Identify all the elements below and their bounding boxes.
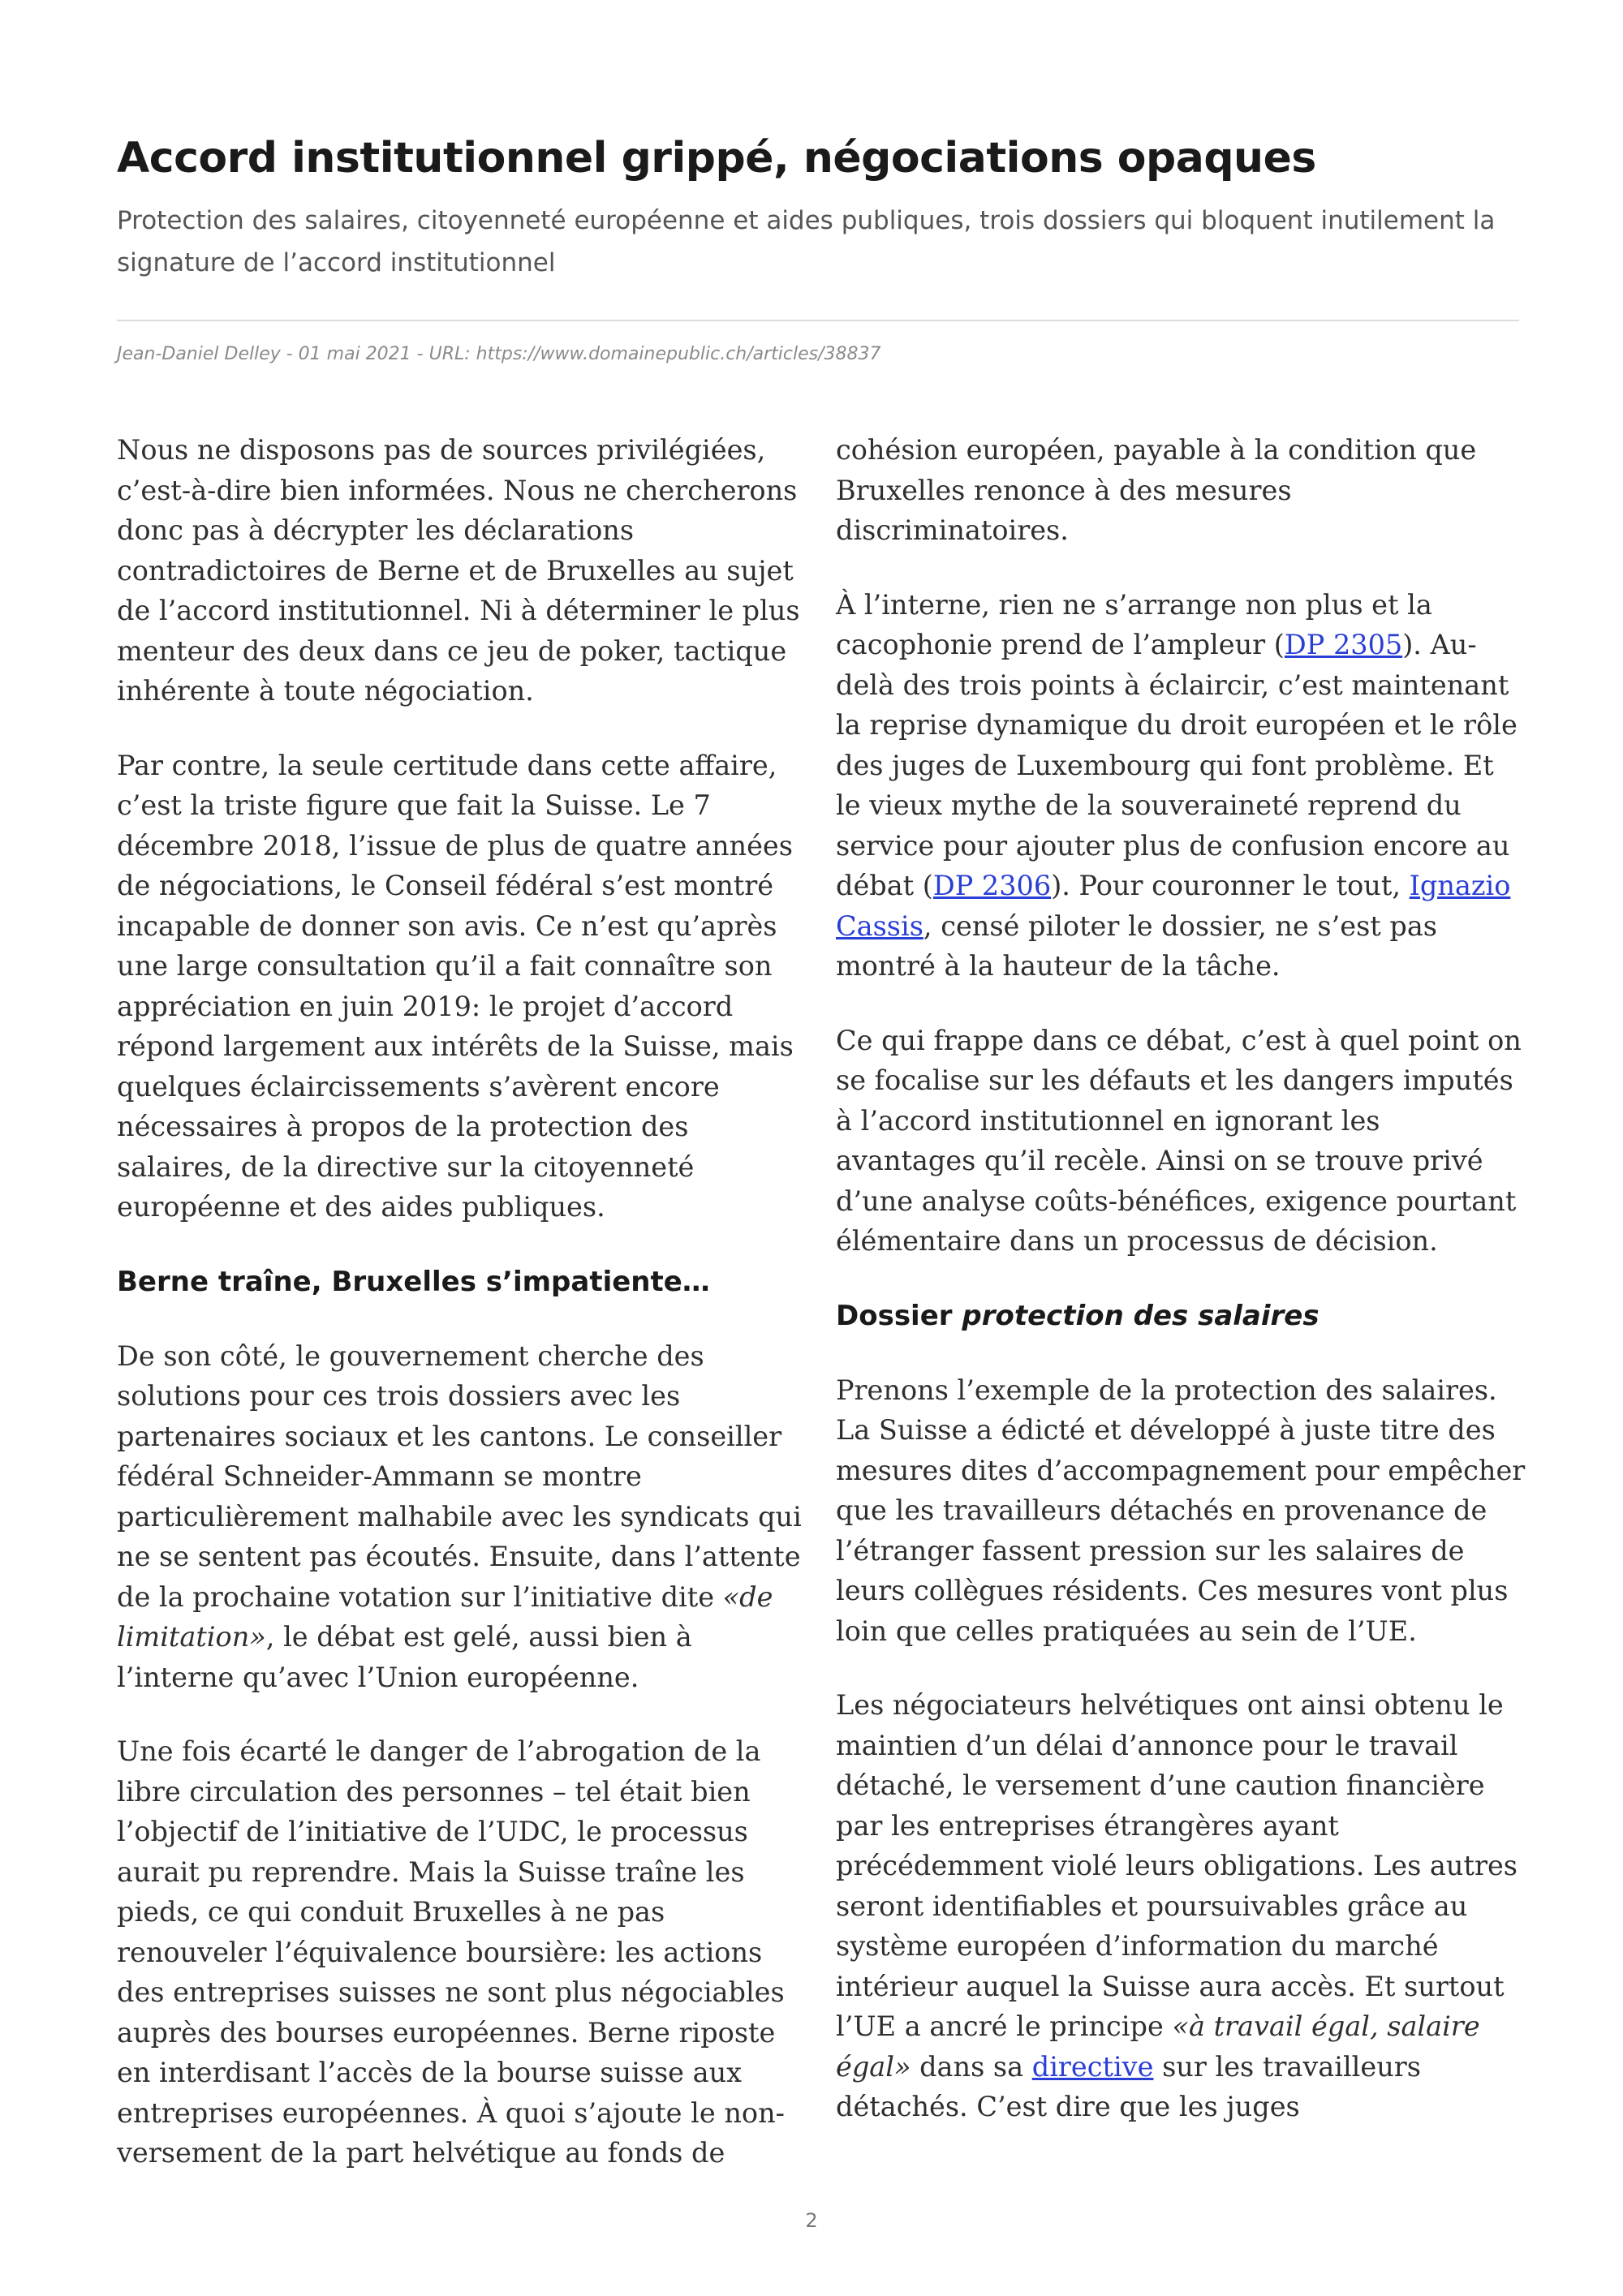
paragraph: Une fois écarté le danger de l’abrogation de la libre circulation des personnes – tel était bien l’objectif de l’initiative de l’UDC, le processus aurait pu reprendre. Mais la Suisse traîne les pieds, ce qui conduit Bruxelles à ne pas renouveler l’équivalence boursière: les actions des entreprises suisses ne sont plus négociables auprès des bourses européennes. Berne riposte en interdisant l’accès de la bourse suisse aux entreprises européennes. À quoi s’ajoute le non-versement de la part helvétique au fonds de: [117, 1735, 785, 2169]
link-ignazio-cassis[interactable]: Ignazio Cassis: [836, 870, 1511, 942]
article-title: Accord institutionnel grippé, négociations opaques: [117, 134, 1316, 183]
link-directive[interactable]: directive: [1031, 2050, 1154, 2083]
emphasis: «à travail égal, salaire égal»: [836, 2010, 1480, 2083]
link-dp-2306[interactable]: DP 2306: [932, 870, 1052, 901]
text-run: dans sa: [911, 2050, 1032, 2083]
text-run: , le débat est gelé, aussi bien à l’interne qu’avec l’Union européenne.: [117, 1621, 692, 1693]
section-heading: [836, 1296, 1526, 1336]
page-number: 2: [805, 2209, 818, 2232]
paragraph: [836, 1685, 1526, 2127]
paragraph: Par contre, la seule certitude dans cette affaire, c’est la triste figure que fait la Suisse. Le 7 décembre 2018, l’issue de plus de quatre années de négociations, le Conseil fédéral s’est montré incapable de donner son avis. Ce n’est qu’après une large consultation qu’il a fait connaître son appréciation en juin 2019: le projet d’accord répond largement aux intérêts de la Suisse, mais quelques éclaircissements s’avèrent encore nécessaires à propos de la protection des salaires, de la directive sur la citoyenneté européenne et des aides publiques.: [117, 749, 794, 1223]
text-run: Les négociateurs helvétiques ont ainsi obtenu le maintien d’un délai d’annonce pour le travail détaché, le versement d’une caution financière par les entreprises étrangères ayant précédemment violé leurs obligations. Les autres seront identifiables et poursuivables grâce au système européen d’information du marché intérieur auquel la Suisse aura accès. Et surtout l’UE a ancré le principe: [836, 1689, 1518, 2042]
article-header: [117, 130, 1519, 284]
paragraph: Prenons l’exemple de la protection des salaires. La Suisse a édicté et développé à juste titre des mesures dites d’accompagnement pour empêcher que les travailleurs détachés en provenance de l’étranger fassent pression sur les salaires de leurs collègues résidents. Ces mesures vont plus loin que celles pratiquées au sein de l’UE.: [836, 1374, 1526, 1647]
text-run: Dossier: [836, 1299, 962, 1332]
left-column: [117, 430, 807, 2208]
paragraph: Nous ne disposons pas de sources privilégiées, c’est-à-dire bien informées. Nous ne chercherons donc pas à décrypter les déclarations contradictoires de Berne et de Bruxelles au sujet de l’accord institutionnel. Ni à déterminer le plus menteur des deux dans ce jeu de poker, tactique inhérente à toute négociation.: [117, 434, 800, 707]
text-run: De son côté, le gouvernement cherche des solutions pour ces trois dossiers avec les partenaires sociaux et les cantons. Le conseiller fédéral Schneider-Ammann se montre particulièrement malhabile avec les syndicats qui ne se sentent pas écoutés. Ensuite, dans l’attente de la prochaine votation sur l’initiative dite: [117, 1339, 802, 1613]
text-run: ). Pour couronner le tout,: [1051, 870, 1410, 901]
text-run: ). Au-delà des trois points à éclaircir, c’est maintenant la reprise dynamique du droit européen et le rôle des juges de Luxembourg qui font problème. Et le vieux mythe de la souveraineté reprend du service pour ajouter plus de confusion encore au débat (: [836, 629, 1518, 901]
article-byline: Jean-Daniel Delley - 01 mai 2021 - URL: https://www.domainepublic.ch/articles/38837: [117, 344, 881, 364]
paragraph: cohésion européen, payable à la condition que Bruxelles renonce à des mesures discriminatoires.: [836, 434, 1477, 546]
text-run: sur les travailleurs détachés. C’est dire que les juges: [836, 2050, 1421, 2122]
text-run: À l’interne, rien ne s’arrange non plus et la cacophonie prend de l’ampleur (: [836, 588, 1432, 660]
header-divider: [117, 320, 1519, 321]
section-heading: Berne traîne, Bruxelles s’impatiente…: [117, 1265, 710, 1298]
paragraph: [836, 585, 1526, 987]
text-run: , censé piloter le dossier, ne s’est pas montré à la hauteur de la tâche.: [836, 909, 1438, 982]
paragraph: [117, 1336, 807, 1698]
emphasis: protection des salaires: [962, 1299, 1319, 1332]
paragraph: Ce qui frappe dans ce débat, c’est à quel point on se focalise sur les défauts et les dangers imputés à l’accord institutionnel en ignorant les avantages qu’il recèle. Ainsi on se trouve privé d’une analyse coûts-bénéfices, exigence pourtant élémentaire dans un processus de décision.: [836, 1024, 1522, 1257]
article-subtitle: Protection des salaires, citoyenneté européenne et aides publiques, trois dossiers qui bloquent inutilement la signature de l’accord institutionnel: [117, 206, 1496, 277]
emphasis: «de limitation»: [117, 1580, 773, 1653]
link-dp-2305[interactable]: DP 2305: [1284, 629, 1403, 660]
right-column: [836, 430, 1526, 2161]
